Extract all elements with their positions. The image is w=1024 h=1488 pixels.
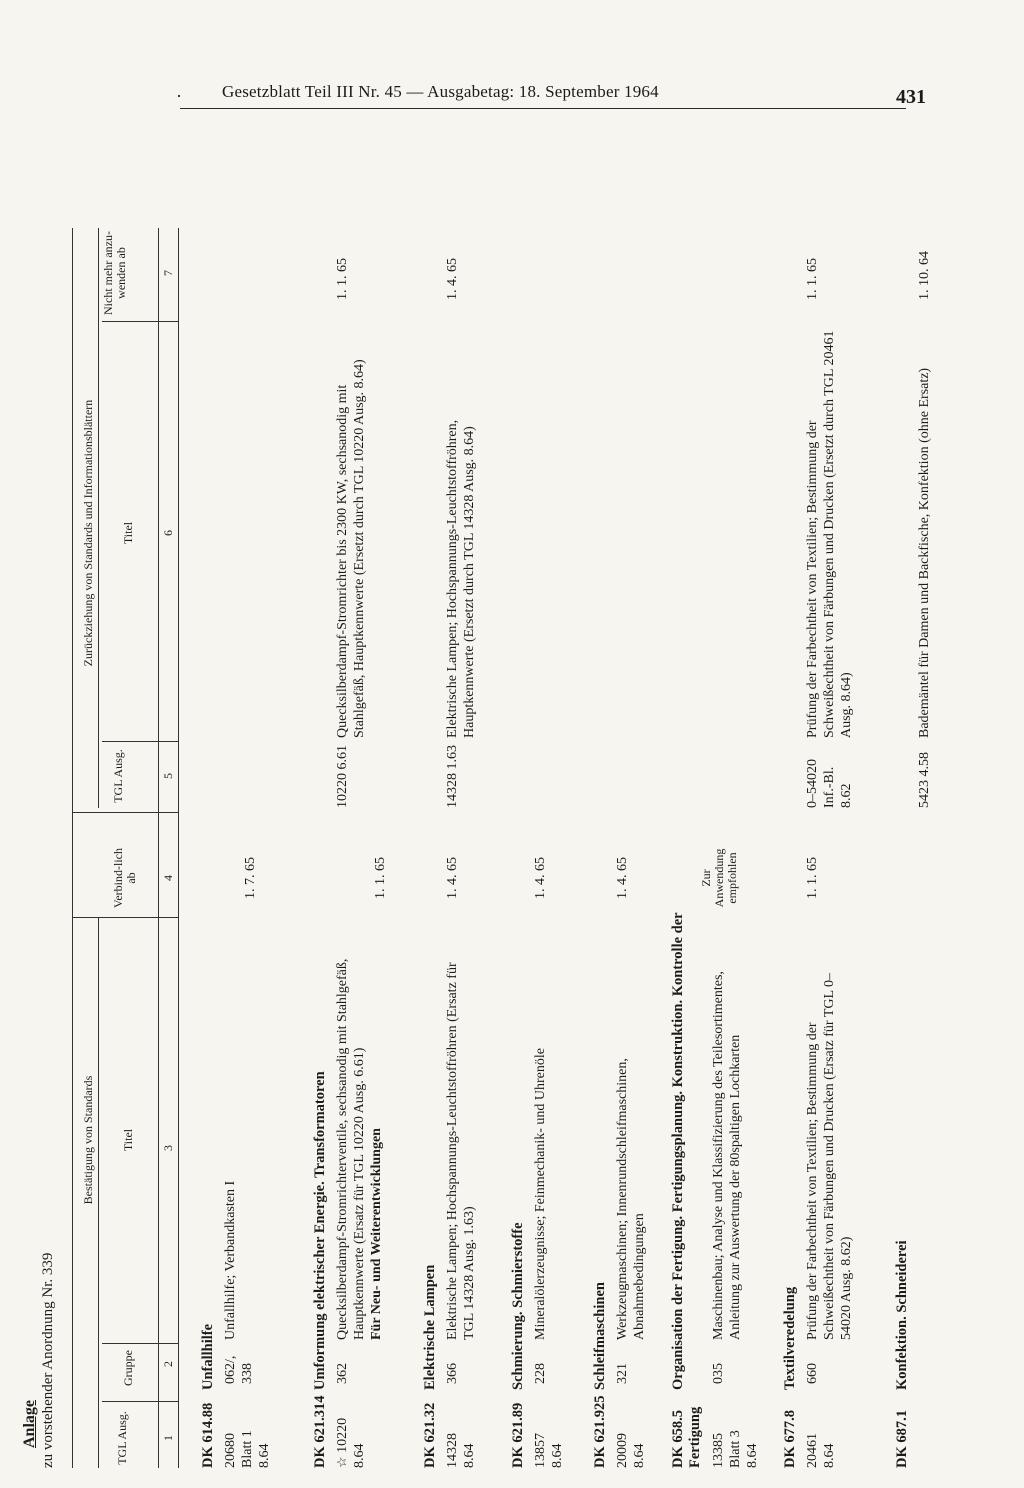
standard-title: Mineralölerzeugnisse; Feinmechanik- und Uhrenöle bbox=[533, 1048, 548, 1340]
running-title: Gesetzblatt Teil III Nr. 45 — Ausgabetag: 18. September 1964 bbox=[222, 82, 659, 101]
col2-label: Gruppe bbox=[121, 1350, 135, 1386]
binding-date: Zur Anwendung empfohlen bbox=[699, 848, 740, 908]
header-rule-bottom bbox=[178, 228, 179, 1468]
binding-date: 1. 7. 65 bbox=[243, 857, 258, 899]
col1-number: 1 bbox=[161, 1435, 175, 1441]
sep-2 bbox=[102, 1343, 178, 1344]
star-icon: ☆ bbox=[334, 1456, 349, 1468]
section-heading: DK 614.88Unfallhilfe bbox=[200, 1323, 216, 1468]
section-heading: DK 621.32Elektrische Lampen bbox=[422, 1264, 438, 1468]
withdrawn-tgl: 5423 4.58 bbox=[917, 752, 932, 808]
group-number: 660 bbox=[805, 1363, 820, 1384]
tgl-number: 13857 8.64 bbox=[533, 1433, 566, 1468]
col4-label: Verbind-lich ab bbox=[111, 848, 139, 908]
tgl-number: ☆ 10220 8.64 bbox=[334, 1417, 368, 1468]
obsolete-date: 1. 1. 65 bbox=[805, 258, 820, 300]
group-right-rule bbox=[98, 228, 99, 808]
group-left-rule bbox=[98, 918, 99, 1468]
annex-heading bbox=[20, 1168, 57, 1468]
group-number: 062/, 338 bbox=[223, 1355, 256, 1384]
annex-title: Anlage bbox=[21, 1400, 38, 1448]
section-heading: DK 621.314Umformung elektrischer Energie. Transformatoren bbox=[312, 1071, 328, 1468]
sep-6 bbox=[102, 321, 178, 322]
section-heading: DK 687.1Konfektion. Schneiderei bbox=[894, 1240, 910, 1468]
header-dot: · bbox=[176, 86, 182, 106]
tgl-number: 20680 Blatt 1 8.64 bbox=[223, 1430, 273, 1468]
standard-title: Prüfung der Farbechtheit von Textilien; Bestimmung der Schweißechtheit von Färbungen und Drucken (Ersatz für TGL 0–54020 Ausg. 8.62) bbox=[805, 972, 855, 1340]
obsolete-date: 1. 10. 64 bbox=[917, 251, 932, 300]
withdrawn-title: Quecksilberdampf-Stromrichter bis 2300 KW, sechsanodig mit Stahlgefäß, Hauptkennwerte (Ersetzt durch TGL 10220 Ausg. 8.64) bbox=[335, 359, 368, 738]
section-heading: DK 677.8Textilveredelung bbox=[782, 1286, 798, 1468]
obsolete-date: 1. 1. 65 bbox=[335, 258, 350, 300]
withdrawn-title: Prüfung der Farbechtheit von Textilien; Bestimmung der Schweißechtheit von Färbungen und Drucken (Ersetzt durch TGL 20461 Ausg. 8.64) bbox=[805, 330, 855, 738]
rotated-table bbox=[20, 148, 932, 1468]
page-number: 431 bbox=[896, 86, 926, 108]
col7-label: Nicht mehr anzu-wenden ab bbox=[101, 231, 129, 315]
binding-date: 1. 4. 65 bbox=[615, 857, 630, 899]
group-number: 035 bbox=[711, 1363, 726, 1384]
section-heading: DK 621.925Schleifmaschinen bbox=[592, 1282, 608, 1468]
header-rule-top bbox=[72, 228, 73, 1468]
header-rule bbox=[180, 108, 906, 109]
standard-note: Für Neu- und Weiterentwicklungen bbox=[369, 1128, 385, 1340]
tgl-number: 13385 Blatt 3 8.64 bbox=[711, 1430, 761, 1468]
sep-5 bbox=[102, 741, 178, 742]
col2-number: 2 bbox=[161, 1361, 175, 1367]
tgl-number: 20009 8.64 bbox=[615, 1433, 648, 1468]
withdrawn-tgl: 0–54020 Inf.-Bl. 8.62 bbox=[805, 759, 855, 808]
group-number: 228 bbox=[533, 1363, 548, 1384]
withdrawn-title: Bademäntel für Damen und Backfische, Konfektion (ohne Ersatz) bbox=[917, 367, 932, 738]
col1-label: TGL Ausg. bbox=[115, 1411, 129, 1465]
binding-date: 1. 4. 65 bbox=[445, 857, 460, 899]
section-heading: DK 658.5Organisation der Fertigung. Fertigungsplanung. Konstruktion. Kontrolle der Fertigung bbox=[670, 912, 704, 1468]
col3-number: 3 bbox=[161, 1145, 175, 1151]
tgl-number: 20461 8.64 bbox=[805, 1433, 838, 1468]
annex-subtitle: zu vorstehender Anordnung Nr. 339 bbox=[40, 1252, 57, 1468]
col7-number: 7 bbox=[161, 270, 175, 276]
binding-date: 1. 1. 65 bbox=[805, 857, 820, 899]
sep-1 bbox=[102, 1401, 178, 1402]
sep-3 bbox=[72, 917, 178, 918]
withdrawn-tgl: 14328 1.63 bbox=[445, 745, 460, 808]
withdrawn-tgl: 10220 6.61 bbox=[335, 745, 350, 808]
binding-date: 1. 1. 65 bbox=[373, 857, 388, 899]
col5-label: TGL Ausg. bbox=[111, 749, 125, 803]
withdrawn-title: Elektrische Lampen; Hochspannungs-Leuchtstoffröhren, Hauptkennwerte (Ersetzt durch TGL 14328 Ausg. 8.64) bbox=[445, 419, 478, 738]
group-left-label: Bestätigung von Standards bbox=[81, 1075, 95, 1205]
group-number: 321 bbox=[615, 1363, 630, 1384]
standard-title: Maschinenbau; Analyse und Klassifizierung des Teilesortimentes, Anleitung zur Auswertung der 80spaltigen Lochkarten bbox=[711, 971, 744, 1340]
obsolete-date: 1. 4. 65 bbox=[445, 258, 460, 300]
table-header bbox=[72, 148, 194, 1468]
section-heading: DK 621.89Schmierung. Schmierstoffe bbox=[510, 1222, 526, 1468]
group-number: 366 bbox=[445, 1363, 460, 1384]
col6-label: Titel bbox=[121, 521, 135, 545]
group-number: 362 bbox=[335, 1363, 350, 1384]
number-row-rule bbox=[158, 228, 159, 1468]
col3-label: Titel bbox=[121, 1128, 135, 1152]
group-right-label: Zurückziehung von Standards und Informationsblättern bbox=[81, 399, 95, 667]
standard-title: Elektrische Lampen; Hochspannungs-Leuchtstoffröhren (Ersatz für TGL 14328 Ausg. 1.63) bbox=[445, 962, 478, 1340]
binding-date: 1. 4. 65 bbox=[533, 857, 548, 899]
standard-title: Unfallhilfe; Verbandkasten I bbox=[223, 1180, 238, 1340]
tgl-number: 14328 8.64 bbox=[445, 1433, 478, 1468]
col4-number: 4 bbox=[161, 875, 175, 881]
standard-title: Werkzeugmaschinen; Innenrundschleifmaschinen, Abnahmebedingungen bbox=[615, 1058, 648, 1340]
col6-number: 6 bbox=[161, 530, 175, 536]
standard-title: Quecksilberdampf-Stromrichterventile, sechsanodig mit Stahlgefäß, Hauptkennwerte (Ersatz für TGL 10220 Ausg. 6.61) Für Neu- und Weiterentwicklungen bbox=[335, 958, 385, 1340]
sep-4 bbox=[72, 812, 178, 813]
col5-number: 5 bbox=[161, 773, 175, 779]
